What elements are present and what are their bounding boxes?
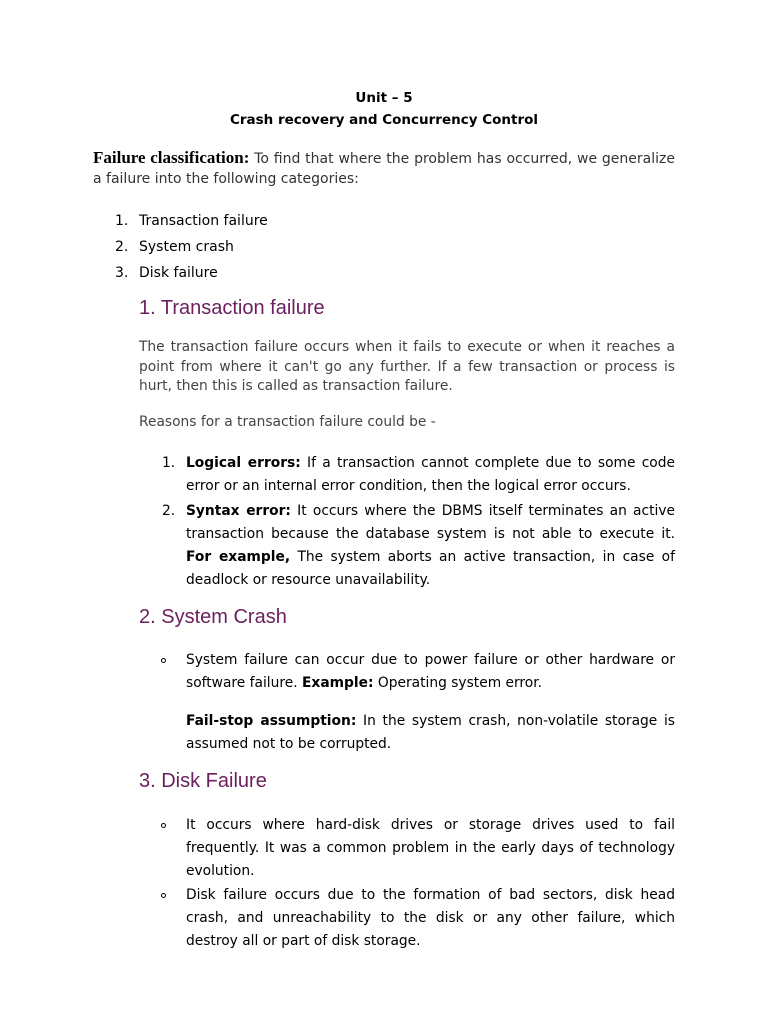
page-title: Crash recovery and Concurrency Control <box>229 112 539 128</box>
bullet-icon <box>161 823 166 828</box>
example-label: For example, <box>186 549 291 565</box>
section-heading-disk-failure: 3. Disk Failure <box>139 770 267 792</box>
list-item-label: Disk failure <box>139 265 218 281</box>
reasons-list <box>139 452 675 594</box>
unit-label: Unit – 5 <box>355 90 413 106</box>
system-crash-list <box>139 649 675 695</box>
example-label: Example: <box>302 675 374 691</box>
list-number: 1. <box>115 213 129 229</box>
list-item <box>139 649 675 695</box>
reason-text: If a transaction cannot complete due to some code error or an internal error condition, then the logical error occurs. <box>186 455 675 494</box>
intro-paragraph <box>93 148 675 189</box>
bullet-text: It occurs where hard-disk drives or storage drives used to fail frequently. It was a common problem in the early days of technology evolution. <box>186 817 675 879</box>
list-item <box>93 260 268 286</box>
list-number: 1. <box>162 455 176 471</box>
intro-text: To find that where the problem has occurred, we generalize a failure into the following categories: <box>93 151 675 187</box>
list-item <box>139 884 675 953</box>
intro-lead: Failure classification: <box>93 148 250 167</box>
note-title: Fail-stop assumption: <box>186 713 357 729</box>
list-item <box>139 452 675 498</box>
list-item <box>139 500 675 592</box>
example-text: Operating system error. <box>373 675 543 691</box>
list-number: 2. <box>162 503 176 519</box>
list-item-label: Transaction failure <box>139 213 268 229</box>
reason-text: It occurs where the DBMS itself terminates an active transaction because the database system is not able to execute it. <box>186 503 675 542</box>
bullet-icon <box>161 658 166 663</box>
list-item <box>139 814 675 883</box>
note-text: In the system crash, non-volatile storage is assumed not to be corrupted. <box>186 713 675 752</box>
category-list <box>93 208 268 286</box>
reasons-intro: Reasons for a transaction failure could be - <box>139 414 436 430</box>
example-text: The system aborts an active transaction, in case of deadlock or resource unavailability. <box>186 549 675 588</box>
bullet-text: Disk failure occurs due to the formation of bad sectors, disk head crash, and unreachability to the disk or any other failure, which destroy all or part of disk storage. <box>186 887 675 949</box>
transaction-failure-description: The transaction failure occurs when it fails to execute or when it reaches a point from where it can't go any further. If a few transaction or process is hurt, then this is called as transaction failure. <box>139 339 675 394</box>
list-item <box>93 234 268 260</box>
fail-stop-note <box>186 710 675 756</box>
list-item <box>93 208 268 234</box>
reason-title: Syntax error: <box>186 503 291 519</box>
bullet-text: System failure can occur due to power failure or other hardware or software failure. <box>186 652 675 691</box>
section-heading-transaction-failure: 1. Transaction failure <box>139 297 325 319</box>
reason-title: Logical errors: <box>186 455 301 471</box>
disk-failure-list <box>139 814 675 953</box>
list-number: 2. <box>115 239 129 255</box>
bullet-icon <box>161 893 166 898</box>
list-number: 3. <box>115 265 129 281</box>
section-heading-system-crash: 2. System Crash <box>139 606 287 628</box>
list-item-label: System crash <box>139 239 234 255</box>
